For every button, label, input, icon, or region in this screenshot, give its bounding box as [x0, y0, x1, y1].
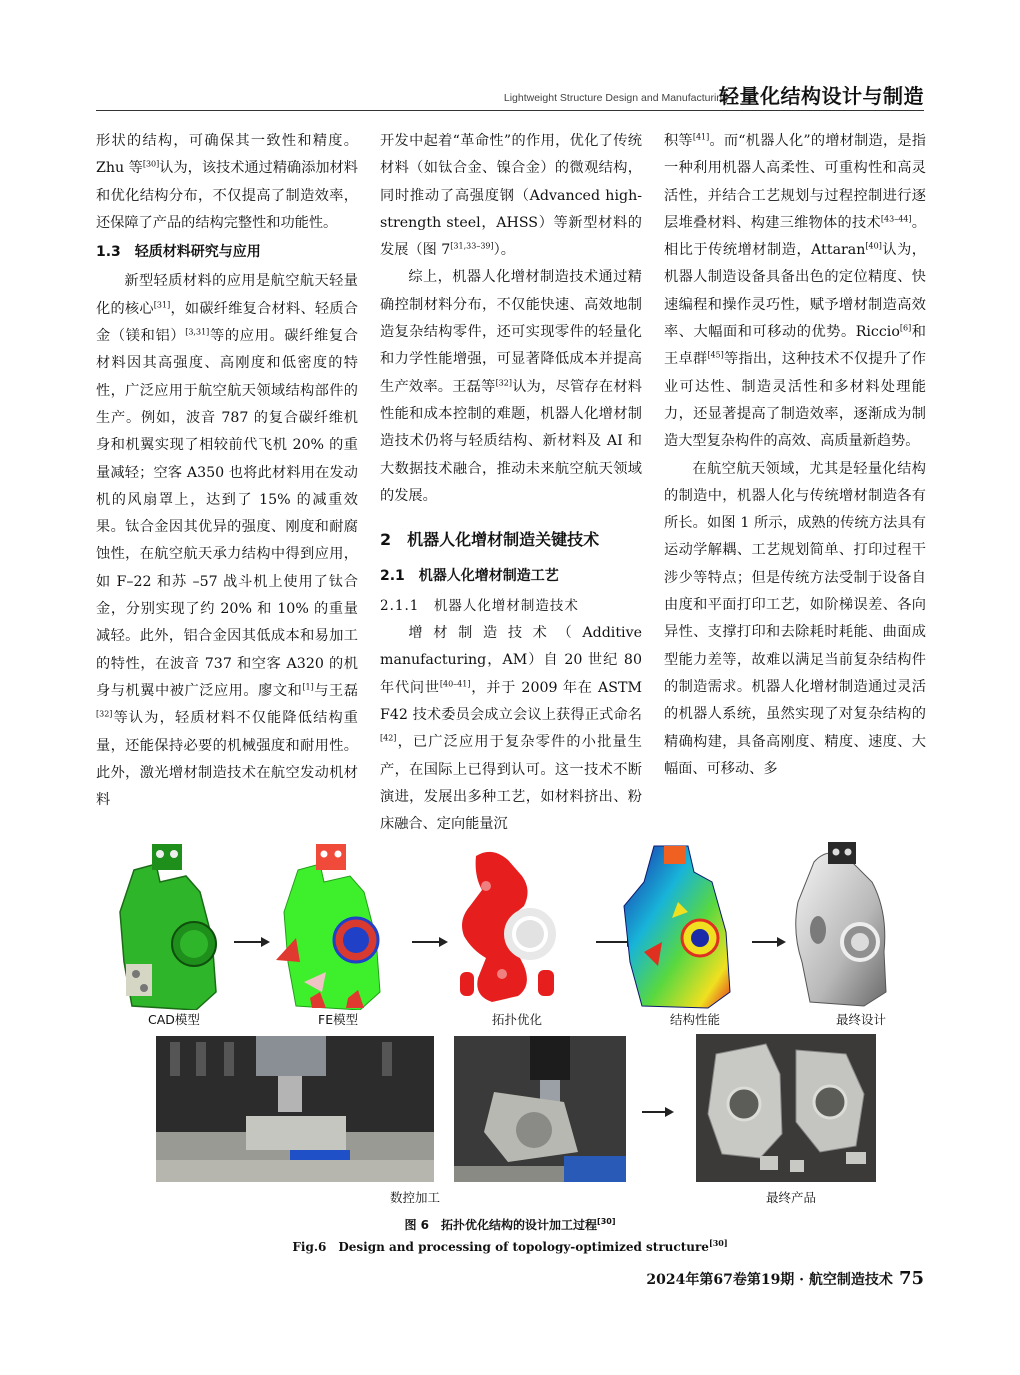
paragraph	[96, 128, 358, 237]
text-column-1	[96, 128, 358, 814]
citation: [32]	[495, 377, 512, 387]
page-footer	[646, 1268, 924, 1289]
paragraph	[380, 128, 642, 264]
citation: [31,33–39]	[450, 241, 494, 251]
text-run: 。而“机器人化”的增材制造，是指一种利用机器人高柔性、可重构性和高灵活性，并结合工艺规划与过程控制进行逐层堆叠材料、构建三维物体的技术	[664, 133, 926, 231]
text-run: 综上，机器人化增材制造技术通过精确控制材料分布，不仅能快速、高效地制造复杂结构零件，还可实现零件的轻量化和力学性能增强，可显著降低成本并提高生产效率。王磊等	[380, 269, 642, 395]
paragraph	[664, 128, 926, 456]
text-run: 积等	[664, 133, 693, 149]
flow-arrow	[234, 936, 270, 948]
text-run: 认为，尽管存在材料性能和成本控制的难题，机器人化增材制造技术仍将与轻质结构、新材料及 AI 和大数据技术融合，推动未来航空航天领域的发展。	[380, 378, 642, 504]
header-english-title: Lightweight Structure Design and Manufacturing	[503, 92, 728, 104]
text-run: 在航空航天领域，尤其是轻量化结构的制造中，机器人化与传统增材制造各有所长。如图 1 所示，成熟的传统方法具有运动学解耦、工艺规划简单、打印过程干涉少等特点；但是传统方法受制于设备自由度和平面打印工艺，如阶梯误差、各向异性、支撑打印和去除耗时耗能、曲面成型能力差等，故难以满足当前复杂结构件的制造需求。机器人化增材制造通过灵活的机器人系统，虽然实现了对复杂结构的精确构建，具备高刚度、精度、速度、大幅面、可移动、多	[664, 460, 926, 777]
cad-model-image	[116, 842, 226, 1010]
paragraph	[380, 264, 642, 510]
final-design-image	[788, 842, 898, 1010]
running-header	[96, 74, 924, 111]
structural-performance-image	[622, 842, 734, 1010]
section-heading-2: 2 机器人化增材制造关键技术	[380, 530, 600, 550]
text-column-2	[380, 128, 642, 838]
text-run: 开发中起着“革命性”的作用，优化了传统材料（如钛合金、镍合金）的微观结构，同时推动了高强度钢（Advanced high-strength steel，AHSS）等新型材料的发展（图 7	[380, 133, 642, 259]
text-run: 等认为，轻质材料不仅能降低结构重量，还能保持必要的机械强度和耐用性。此外，激光增材制造技术在航空发动机材料	[96, 710, 358, 809]
citation: [42]	[380, 733, 397, 743]
text-run: 形状的结构，可确保其一致性和精度。Zhu 等	[96, 133, 358, 177]
citation: [41]	[692, 132, 710, 142]
citation: [30]	[597, 1217, 616, 1226]
panel-label-cad: CAD模型	[148, 1012, 200, 1027]
text-run: 认为，机器人制造设备具备出色的定位精度、快速编程和操作灵巧性，赋予增材制造高效率、大幅面和可移动的优势。Riccio	[664, 242, 926, 341]
journal-issue: 2024年第67卷第19期 · 航空制造技术	[646, 1272, 893, 1288]
text-run: 等指出，这种技术不仅提升了作业可达性、制造灵活性和多材料处理能力，还显著提高了制造效率，逐渐成为制造大型复杂构件的高效、高质量新趋势。	[664, 351, 926, 450]
citation: [1]	[302, 682, 314, 692]
panel-label-topology: 拓扑优化	[492, 1012, 543, 1027]
text-run: 增材制造技术（Additive manufacturing，AM）自 20 世纪 80 年代问世	[380, 625, 642, 696]
citation: [32]	[96, 709, 113, 719]
paragraph	[96, 268, 358, 814]
paragraph	[380, 620, 642, 838]
text-column-3	[664, 128, 926, 783]
page-number: 75	[898, 1268, 924, 1289]
citation: [40–41]	[439, 678, 471, 688]
header-chinese-title: 轻量化结构设计与制造	[719, 84, 924, 108]
final-product-photo	[696, 1034, 876, 1182]
citation: [31]	[153, 300, 171, 310]
section-heading-1-3: 1.3 轻质材料研究与应用	[96, 244, 261, 261]
text-run: 认为，该技术通过精确添加材料和优化结构分布，不仅提高了制造效率，还保障了产品的结构完整性和功能性。	[96, 160, 358, 231]
figure-caption-chinese	[96, 1216, 924, 1233]
text-run: 新型轻质材料的应用是航空航天轻量化的核心	[96, 273, 358, 317]
text-run: 。相比于传统增材制造，Attaran	[664, 214, 926, 259]
caption-text: 图 6 拓扑优化结构的设计加工过程	[404, 1218, 598, 1232]
citation: [6]	[899, 323, 912, 333]
text-run: 等的应用。碳纤维复合材料因其高强度、高刚度和低密度的特性，广泛应用于航空航天领域结构部件的生产。例如，波音 787 的复合碳纤维机身和机翼实现了相较前代飞机 20% 的重量减轻；空客 A350 也将此材料用在发动机的风扇罩上，达到了 15% 的减重效果。钛合金因其优异的强度、刚度和耐腐蚀性，在航空航天承力结构中得到应用，如 F–22 和苏 –57 战斗机上使用了钛合金，分别实现了约 20% 和 10% 的重量减轻。此外，铝合金因其低成本和易加工的特性，在波音 737 和空客 A320 的机身与机翼中被广泛应用。廖文和	[96, 328, 358, 699]
flow-arrow	[752, 936, 786, 948]
panel-label-final-design: 最终设计	[836, 1012, 887, 1027]
citation: [45]	[707, 350, 724, 360]
panel-label-final-product: 最终产品	[766, 1190, 817, 1205]
flow-arrow	[642, 1106, 674, 1118]
citation: [30]	[708, 1238, 728, 1248]
citation: [43–44]	[880, 214, 912, 224]
text-run: ，并于 2009 年在 ASTM F42 技术委员会成立会议上获得正式命名	[380, 679, 642, 723]
figure-caption-english	[96, 1238, 924, 1255]
text-run: ，已广泛应用于复杂零件的小批量生产，在国际上已得到认可。这一技术不断演进，发展出多种工艺，如材料挤出、粉床融合、定向能量沉	[380, 734, 642, 833]
section-heading-2-1-1: 2.1.1 机器人化增材制造技术	[380, 597, 579, 614]
text-run: 与王磊	[313, 682, 358, 699]
text-run: ）。	[493, 242, 515, 259]
fe-model-image	[276, 842, 396, 1010]
panel-label-fe: FE模型	[318, 1012, 359, 1027]
cnc-machine-photo-2	[454, 1036, 626, 1182]
citation: [3,31]	[185, 327, 210, 337]
cnc-machine-photo-1	[156, 1036, 434, 1182]
text-run: ，如碳纤维复合材料、轻质合金（镁和铝）	[96, 300, 358, 345]
panel-label-cnc: 数控加工	[390, 1190, 441, 1205]
flow-arrow	[412, 936, 448, 948]
caption-text: Fig.6 Design and processing of topology-optimized structure	[292, 1240, 709, 1254]
section-heading-2-1: 2.1 机器人化增材制造工艺	[380, 568, 559, 585]
figure-6	[96, 840, 924, 1260]
panel-label-performance: 结构性能	[670, 1012, 721, 1027]
citation: [30]	[142, 159, 160, 169]
paragraph	[664, 456, 926, 784]
text-run: 和王卓群	[664, 324, 926, 368]
citation: [40]	[865, 241, 882, 251]
topology-optimization-image	[452, 846, 572, 1008]
